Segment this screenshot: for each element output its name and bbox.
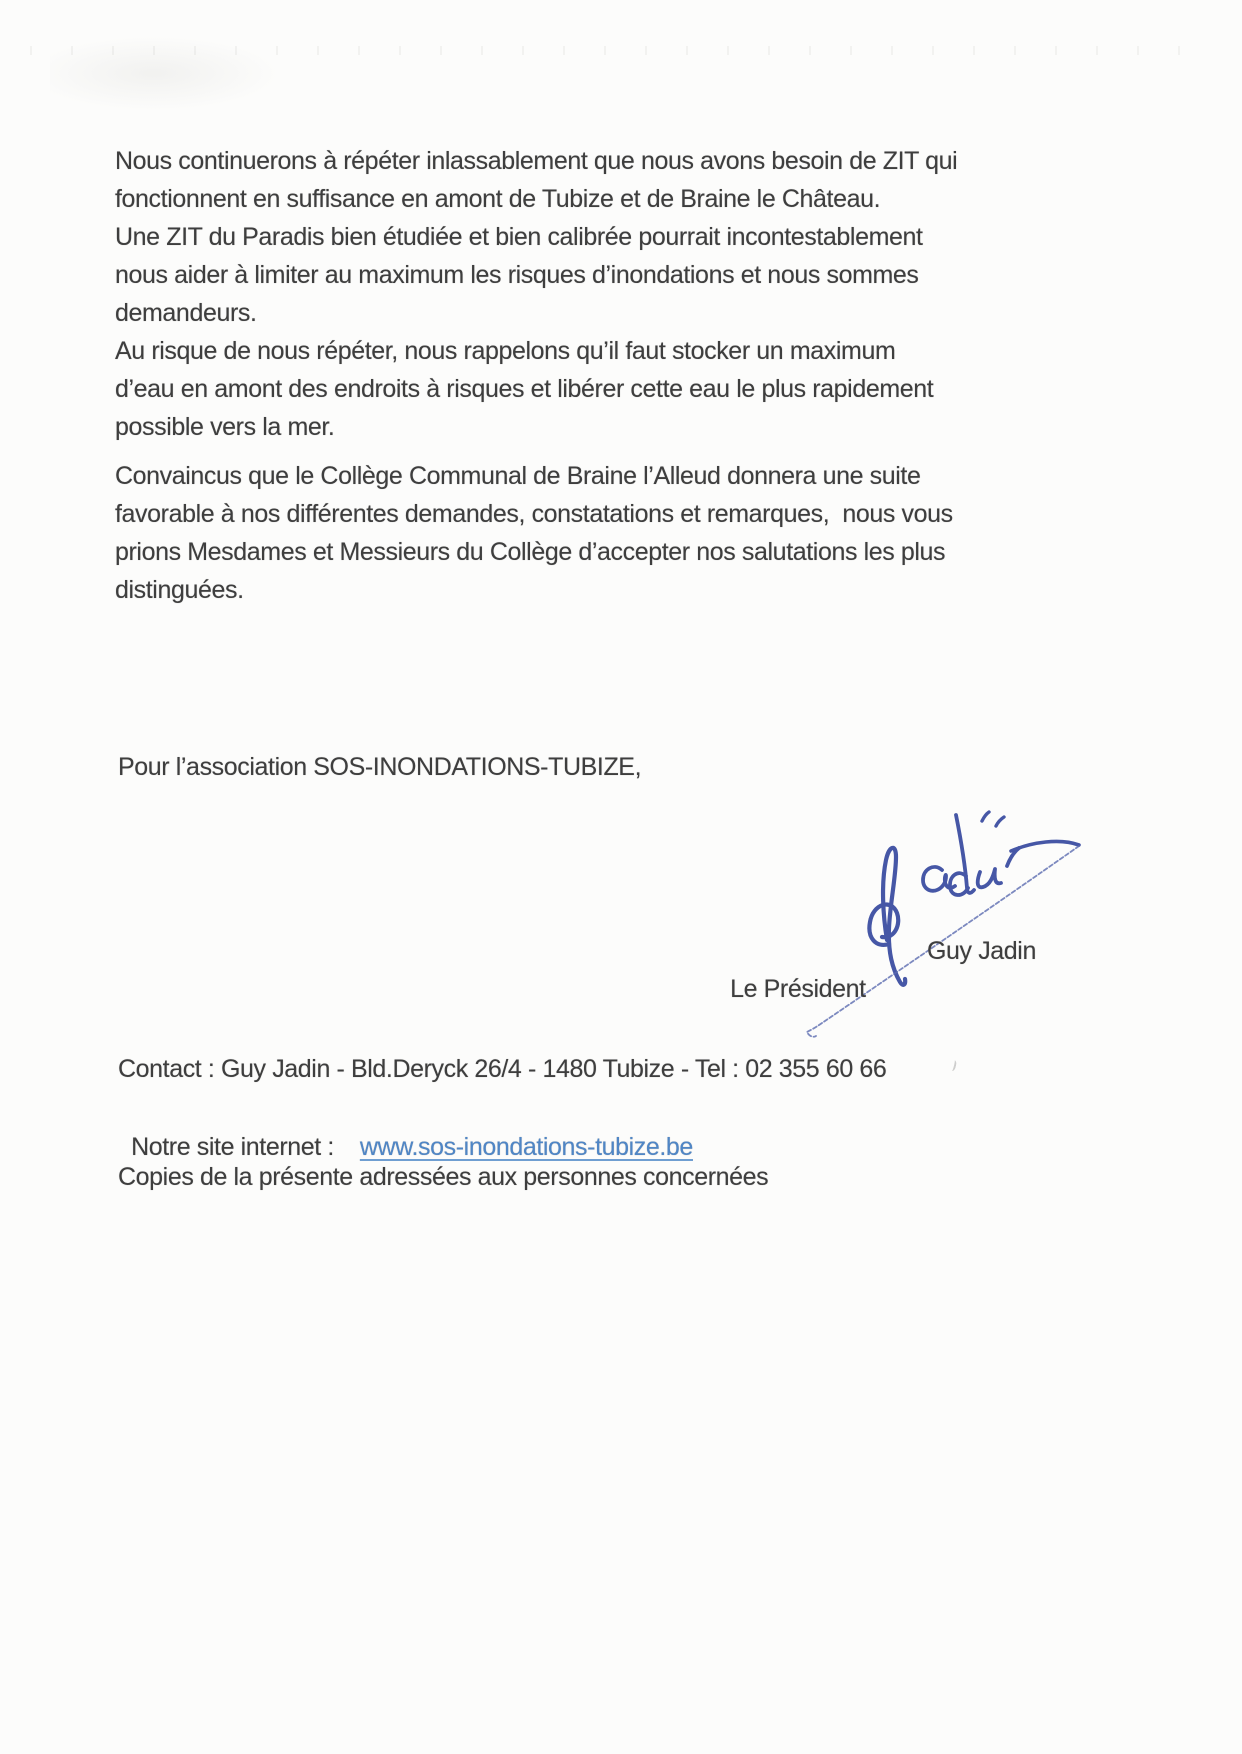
text-line: prions Mesdames et Messieurs du Collège d’accepter nos salutations les plus: [115, 538, 946, 566]
association-signoff-line: Pour l’association SOS-INONDATIONS-TUBIZE,: [118, 753, 642, 781]
signer-name: Guy Jadin: [927, 937, 1036, 965]
text-line: nous aider à limiter au maximum les risques d’inondations et nous sommes: [115, 261, 919, 289]
scan-smudge: [50, 36, 280, 111]
scan-noise-strip: [30, 46, 1210, 55]
signature-stroke: [1011, 841, 1079, 851]
signature-caption: [717, 932, 1036, 1046]
text-line: demandeurs.: [115, 299, 257, 327]
signature-stroke: [950, 815, 974, 895]
text-line: distinguées.: [115, 576, 244, 604]
signature-stroke: [982, 812, 1004, 826]
text-line: fonctionnent en suffisance en amont de Tubize et de Braine le Château.: [115, 185, 881, 213]
text-line: Une ZIT du Paradis bien étudiée et bien calibrée pourrait incontestablement: [115, 223, 923, 251]
paragraph-zit-request: [115, 142, 957, 446]
signature-stroke: [883, 848, 905, 985]
text-line: Nous continuerons à répéter inlassablement que nous avons besoin de ZIT qui: [115, 147, 958, 175]
contact-line: Contact : Guy Jadin - Bld.Deryck 26/4 - 1480 Tubize - Tel : 02 355 60 66: [118, 1055, 887, 1083]
text-line: d’eau en amont des endroits à risques et libérer cette eau le plus rapidement: [115, 375, 934, 403]
website-label: Notre site internet :: [131, 1133, 334, 1161]
text-line: Au risque de nous répéter, nous rappelons qu’il faut stocker un maximum: [115, 337, 896, 365]
paragraph-closing-salutation: [115, 457, 953, 609]
copies-note-line: Copies de la présente adressées aux personnes concernées: [118, 1163, 769, 1191]
website-line: [118, 1090, 693, 1166]
president-label: Le Président: [730, 975, 866, 1003]
signature-stroke: [978, 848, 1019, 887]
website-link[interactable]: www.sos-inondations-tubize.be: [359, 1133, 693, 1161]
text-line: Convaincus que le Collège Communal de Braine l’Alleud donnera une suite: [115, 462, 921, 490]
text-line: possible vers la mer.: [115, 413, 335, 441]
scan-artifact: [949, 1059, 957, 1071]
text-line: favorable à nos différentes demandes, constatations et remarques, nous vous: [115, 500, 953, 528]
